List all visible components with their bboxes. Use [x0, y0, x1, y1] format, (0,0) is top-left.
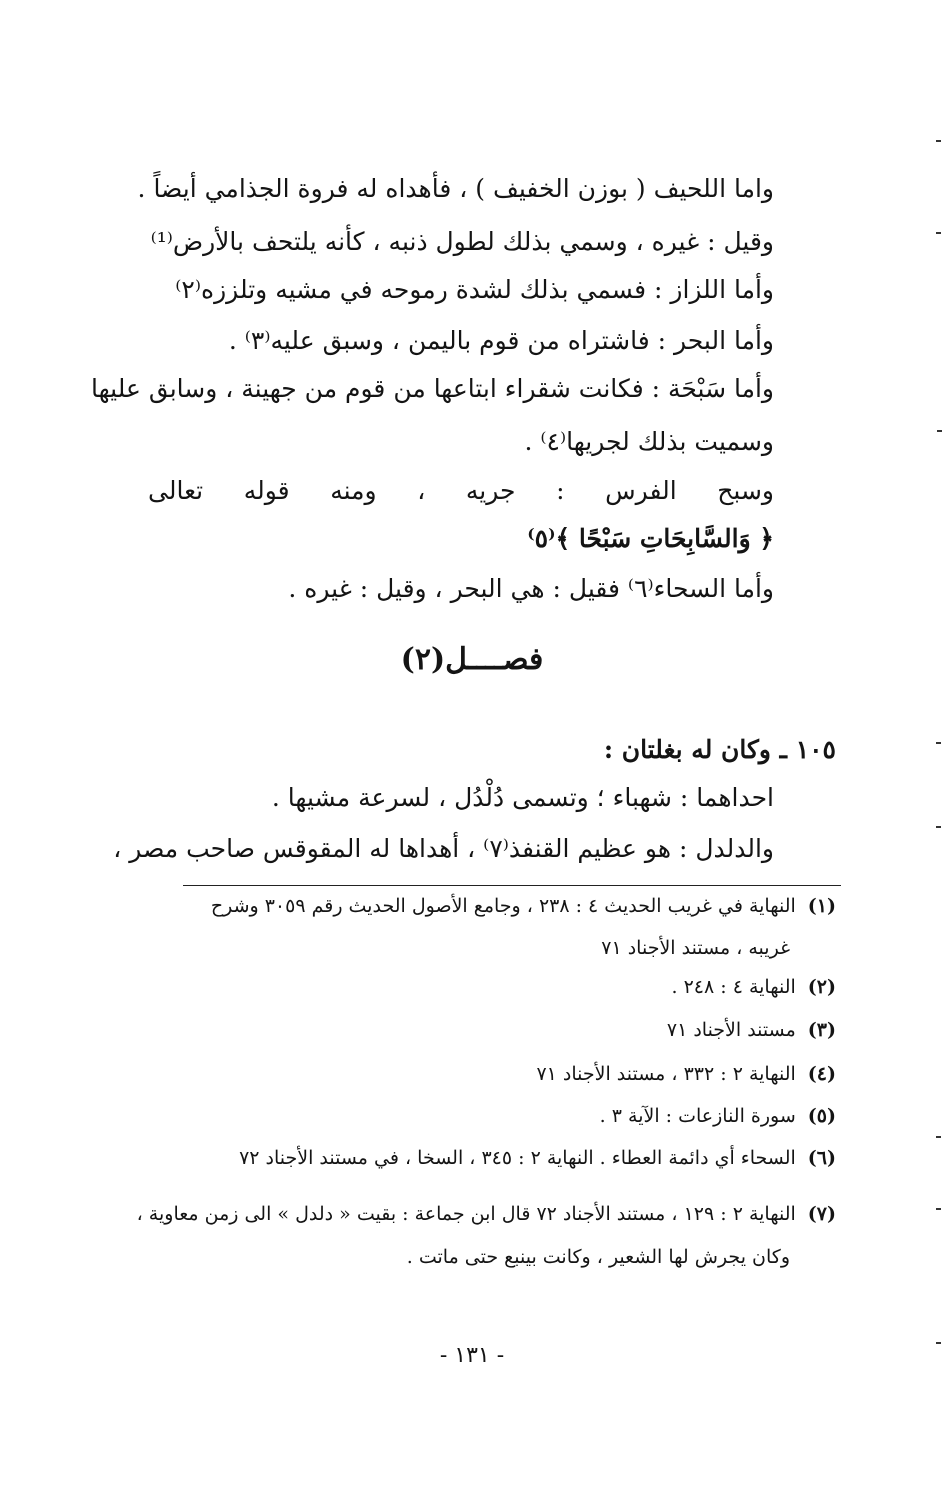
scan-mark: [936, 1342, 941, 1344]
footnote: [536, 1059, 836, 1089]
footnote: [671, 972, 836, 1002]
page-number: - ١٣١ -: [439, 1343, 505, 1368]
footnote-text: النهاية في غريب الحديث ٤ : ٢٣٨ ، وجامع الأصول الحديث رقم ٣٠٥٩ وشرح: [210, 895, 796, 917]
footnote-text: النهاية ٢ : ١٢٩ ، مستند الأجناد ٧٢ قال ابن جماعة : بقيت « دلدل » الى زمن معاوية ،: [136, 1203, 796, 1225]
footnote: [600, 1101, 836, 1131]
body-line: احداهما : شهباء ؛ وتسمى دُلْدُل ، لسرعة مشيها .: [271, 783, 774, 812]
footnote-number: (٧): [807, 1203, 836, 1225]
footnote-number: (٢): [807, 976, 836, 998]
footnote-text: سورة النازعات : الآية ٣ .: [599, 1105, 796, 1127]
body-line: والدلدل : هو عظيم القنفذ⁽٧⁾ ، أهداها له المقوقس صاحب مصر ،: [113, 834, 774, 863]
scan-mark: [936, 826, 941, 828]
body-line: وأما السحاء⁽٦⁾ فقيل : هي البحر ، وقيل : غيره .: [288, 574, 774, 603]
footnote-text: النهاية ٢ : ٣٣٢ ، مستند الأجناد ٧١: [536, 1063, 796, 1085]
scan-mark: [936, 1208, 941, 1210]
quran-verse: ﴿ وَالسَّابِحَاتِ سَبْحًا ﴾⁽٥⁾: [527, 524, 774, 553]
scan-mark: [936, 742, 941, 744]
body-line: وقيل : غيره ، وسمي بذلك لطول ذنبه ، كأنه يلتحف بالأرض⁽¹⁾: [150, 227, 774, 256]
footnote-number: (١): [807, 895, 836, 917]
footnote: [667, 1015, 836, 1045]
footnote-number: (٤): [807, 1063, 836, 1085]
footnote-divider: [183, 885, 841, 886]
footnote-text: النهاية ٤ : ٢٤٨ .: [671, 976, 796, 998]
chapter-heading: فصــــل(٢): [400, 642, 544, 677]
footnote: [137, 1199, 836, 1229]
footnote-number: (٦): [807, 1147, 836, 1169]
footnote-continuation: غريبه ، مستند الأجناد ٧١: [601, 937, 790, 959]
footnote-text: السحاء أي دائمة العطاء . النهاية ٢ : ٣٤٥ ، السخا ، في مستند الأجناد ٧٢: [239, 1147, 796, 1169]
section-title: ١٠٥ ـ وكان له بغلتان :: [603, 735, 836, 764]
body-line: واما اللحيف ( بوزن الخفيف ) ، فأهداه له فروة الجذامي أيضاً .: [137, 174, 774, 203]
body-line: وسميت بذلك لجريها⁽٤⁾ .: [524, 427, 774, 456]
scan-mark: [936, 232, 941, 234]
body-line: وسبح الفرس : جريه ، ومنه قوله تعالى: [148, 476, 774, 505]
footnote-number: (٣): [807, 1019, 836, 1041]
body-line: وأما البحر : فاشتراه من قوم باليمن ، وسبق عليه⁽٣⁾ .: [228, 326, 774, 355]
footnote: [239, 1143, 836, 1173]
scan-mark: [937, 430, 942, 432]
body-line: وأما اللزاز : فسمي بذلك لشدة رموحه في مشيه وتلززه⁽٢⁾: [175, 275, 774, 304]
body-line: وأما سَبْحَة : فكانت شقراء ابتاعها من قوم من جهينة ، وسابق عليها: [91, 374, 774, 403]
scan-mark: [936, 1136, 941, 1138]
footnote: [211, 891, 836, 921]
footnote-number: (٥): [807, 1105, 836, 1127]
footnote-continuation: وكان يجرش لها الشعير ، وكانت بينبع حتى ماتت .: [406, 1246, 790, 1268]
scan-mark: [936, 140, 941, 142]
footnote-text: مستند الأجناد ٧١: [666, 1019, 796, 1041]
